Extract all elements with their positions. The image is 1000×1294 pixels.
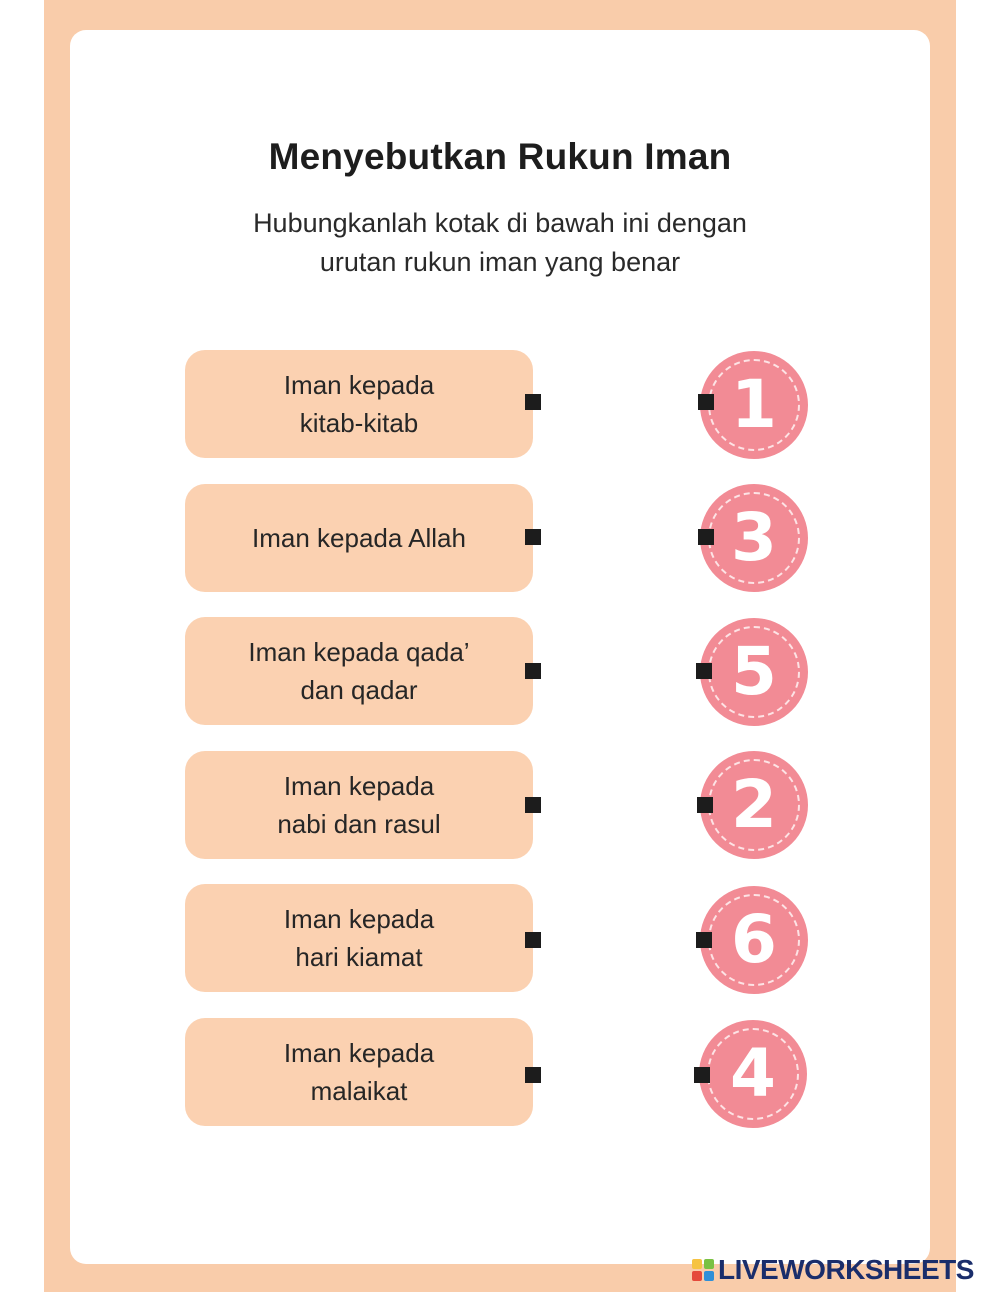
- item-connector-dot-2[interactable]: [525, 529, 541, 545]
- item-label: [209, 767, 509, 843]
- number-circle-5: [700, 886, 808, 994]
- item-card-6[interactable]: [185, 1018, 533, 1126]
- liveworksheets-logo[interactable]: [692, 1254, 974, 1286]
- instruction-line-2: urutan rukun iman yang benar: [319, 247, 681, 277]
- item-label: [209, 900, 509, 976]
- item-card-2[interactable]: [185, 484, 533, 592]
- logo-tile: [692, 1259, 702, 1269]
- item-label-line1: Iman kepada: [283, 1038, 435, 1068]
- item-label-line1: Iman kepada: [283, 904, 435, 934]
- number-circle-4: [700, 751, 808, 859]
- worksheet-instruction: [0, 204, 1000, 282]
- item-label-line1: Iman kepada Allah: [252, 523, 466, 553]
- item-label-line1: Iman kepada: [283, 370, 435, 400]
- item-label: [209, 633, 509, 709]
- number-label: 4: [730, 1035, 776, 1112]
- liveworksheets-icon: [692, 1259, 714, 1281]
- item-card-5[interactable]: [185, 884, 533, 992]
- logo-tile: [692, 1271, 702, 1281]
- number-connector-dot-1[interactable]: [698, 394, 714, 410]
- number-connector-dot-2[interactable]: [698, 529, 714, 545]
- number-circle-6: [699, 1020, 807, 1128]
- item-label: [209, 366, 509, 442]
- item-label-line2: dan qadar: [300, 675, 418, 705]
- item-label: [209, 519, 509, 557]
- instruction-line-1: Hubungkanlah kotak di bawah ini dengan: [253, 208, 747, 238]
- number-label: 3: [731, 499, 777, 576]
- item-card-3[interactable]: [185, 617, 533, 725]
- item-label-line2: malaikat: [310, 1076, 408, 1106]
- number-circle-2: [700, 484, 808, 592]
- item-label-line2: nabi dan rasul: [277, 809, 441, 839]
- number-connector-dot-6[interactable]: [694, 1067, 710, 1083]
- number-label: 5: [731, 633, 777, 710]
- number-connector-dot-5[interactable]: [696, 932, 712, 948]
- item-label-line1: Iman kepada qada’: [248, 637, 470, 667]
- item-label-line1: Iman kepada: [283, 771, 435, 801]
- item-connector-dot-1[interactable]: [525, 394, 541, 410]
- item-label-line2: kitab-kitab: [299, 408, 419, 438]
- brand-name: LIVEWORKSHEETS: [718, 1254, 974, 1285]
- item-label-line2: hari kiamat: [295, 942, 423, 972]
- item-connector-dot-6[interactable]: [525, 1067, 541, 1083]
- number-connector-dot-3[interactable]: [696, 663, 712, 679]
- item-connector-dot-4[interactable]: [525, 797, 541, 813]
- number-connector-dot-4[interactable]: [697, 797, 713, 813]
- number-circle-1: [700, 351, 808, 459]
- number-label: 6: [731, 901, 777, 978]
- item-connector-dot-5[interactable]: [525, 932, 541, 948]
- logo-tile: [704, 1259, 714, 1269]
- worksheet-title: Menyebutkan Rukun Iman: [268, 136, 732, 177]
- item-label: [209, 1034, 509, 1110]
- number-label: 1: [731, 366, 777, 443]
- number-label: 2: [731, 766, 777, 843]
- item-card-1[interactable]: [185, 350, 533, 458]
- logo-tile: [704, 1271, 714, 1281]
- item-card-4[interactable]: [185, 751, 533, 859]
- number-circle-3: [700, 618, 808, 726]
- item-connector-dot-3[interactable]: [525, 663, 541, 679]
